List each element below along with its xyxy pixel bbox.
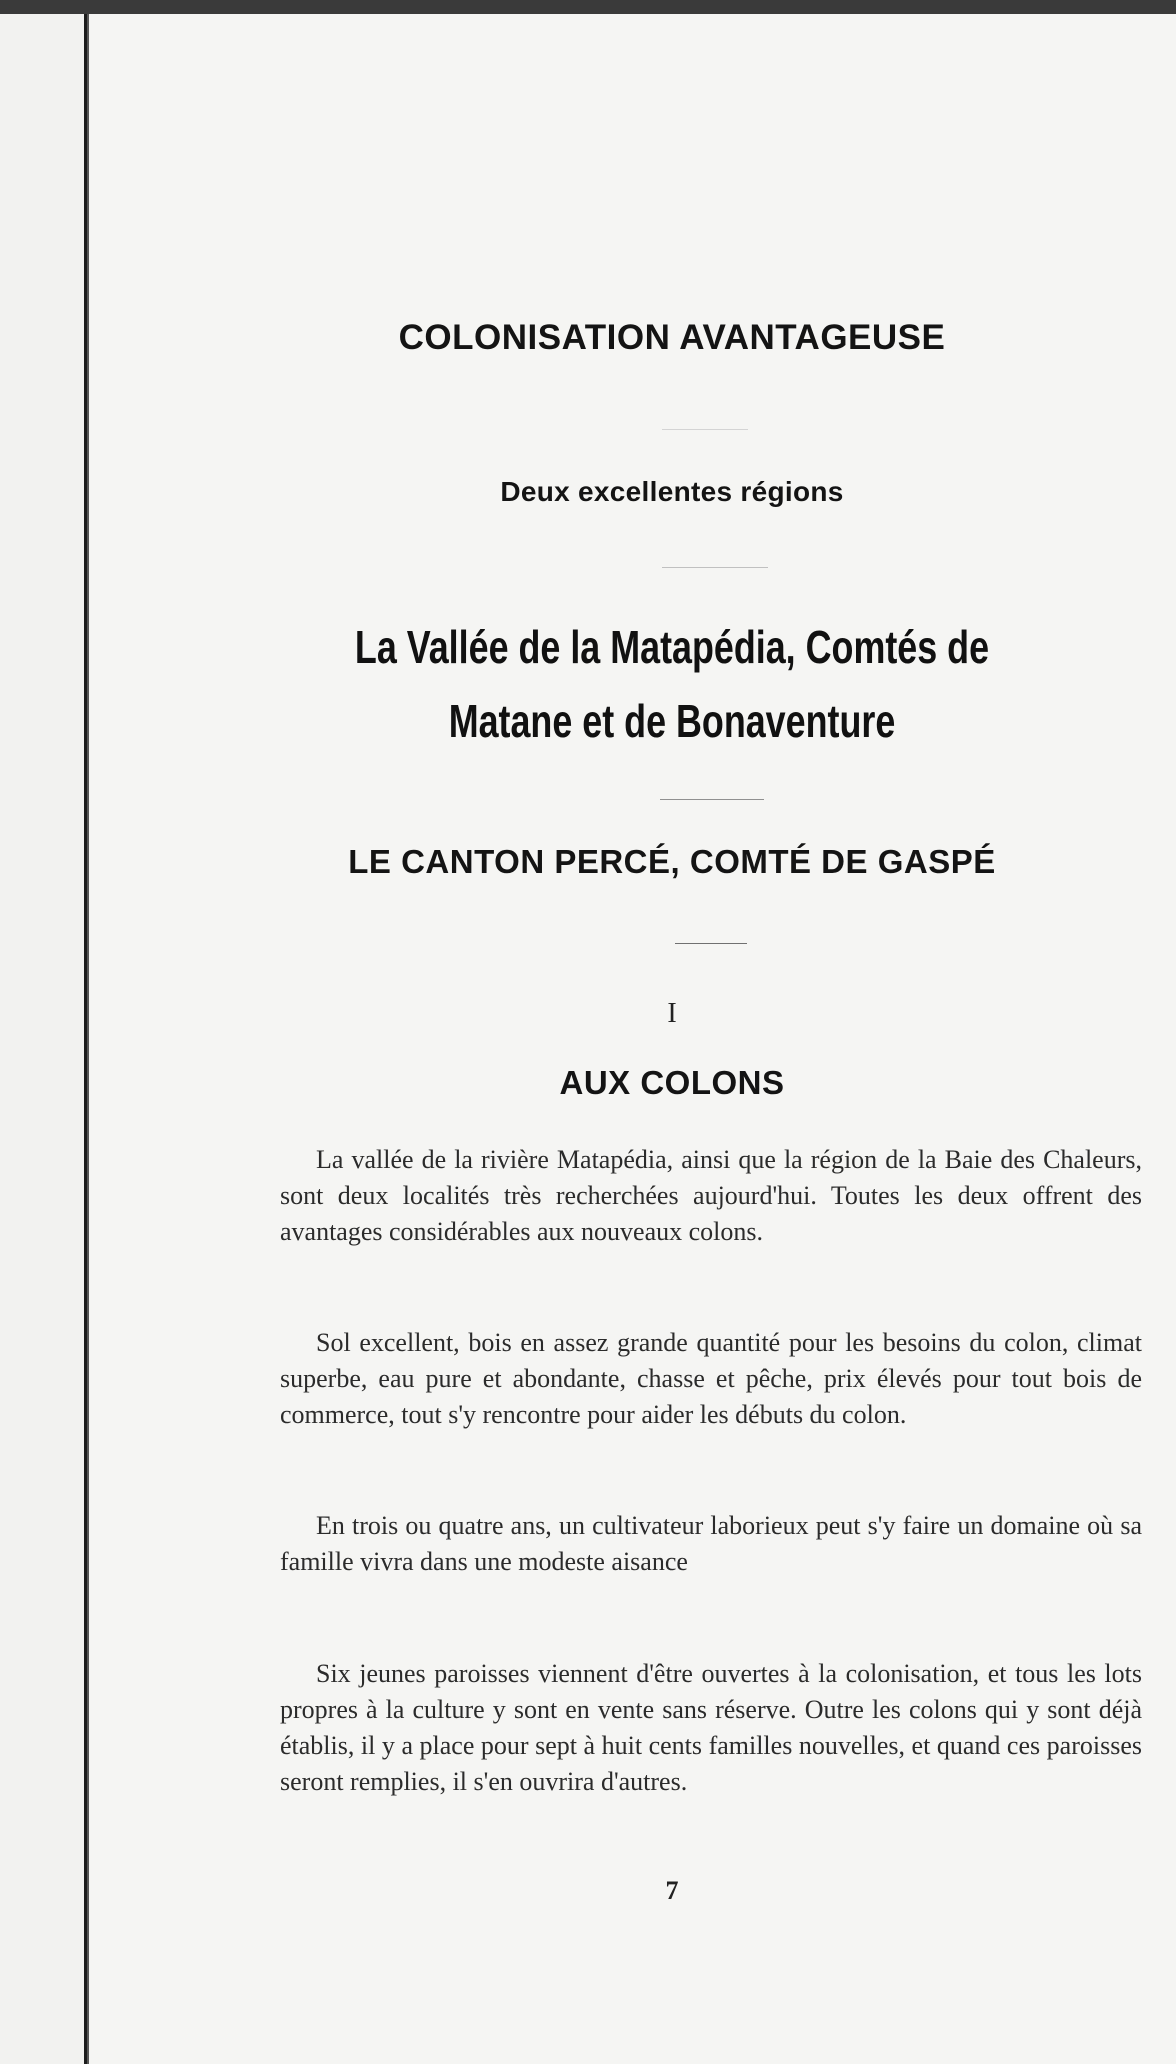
main-heading: COLONISATION AVANTAGEUSE: [398, 318, 946, 357]
body-paragraph: En trois ou quatre ans, un cultivateur laborieux peut s'y faire un domaine où sa famille vivra dans une modeste aisance: [280, 1511, 1142, 1576]
divider-rule: [660, 799, 764, 800]
divider-rule: [675, 943, 747, 944]
book-page: [87, 14, 1176, 2064]
facing-page-edge: [0, 14, 87, 2064]
page-number: 7: [665, 1876, 679, 1905]
section-numeral: I: [667, 998, 677, 1029]
body-paragraph: Sol excellent, bois en assez grande quantité pour les besoins du colon, climat superbe, eau pure et abondante, chasse et pêche, prix élevés pour tout bois de commerce, tout s'y rencontre pour aider les débuts du colon.: [280, 1328, 1142, 1429]
body-paragraph: La vallée de la rivière Matapédia, ainsi que la région de la Baie des Chaleurs, sont deux localités très recherchées aujourd'hui. Toutes les deux offrent des avantages considérables aux nouveaux colons.: [280, 1145, 1142, 1246]
divider-rule: [662, 567, 768, 568]
divider-rule: [662, 429, 748, 430]
body-paragraph: Six jeunes paroisses viennent d'être ouvertes à la colonisation, et tous les lots propres à la culture y sont en vente sans réserve. Outre les colons qui y sont déjà établis, il y a place pour sept à huit cents familles nouvelles, et quand ces paroisses seront remplies, il s'en ouvrira d'autres.: [280, 1659, 1142, 1796]
section-title: AUX COLONS: [559, 1064, 785, 1101]
subheading: Deux excellentes régions: [500, 476, 844, 507]
region-heading: La Vallée de la Matapédia, Comtés de Matane et de Bonaventure: [354, 621, 990, 747]
canton-heading: LE CANTON PERCÉ, COMTÉ DE GASPÉ: [348, 843, 996, 880]
